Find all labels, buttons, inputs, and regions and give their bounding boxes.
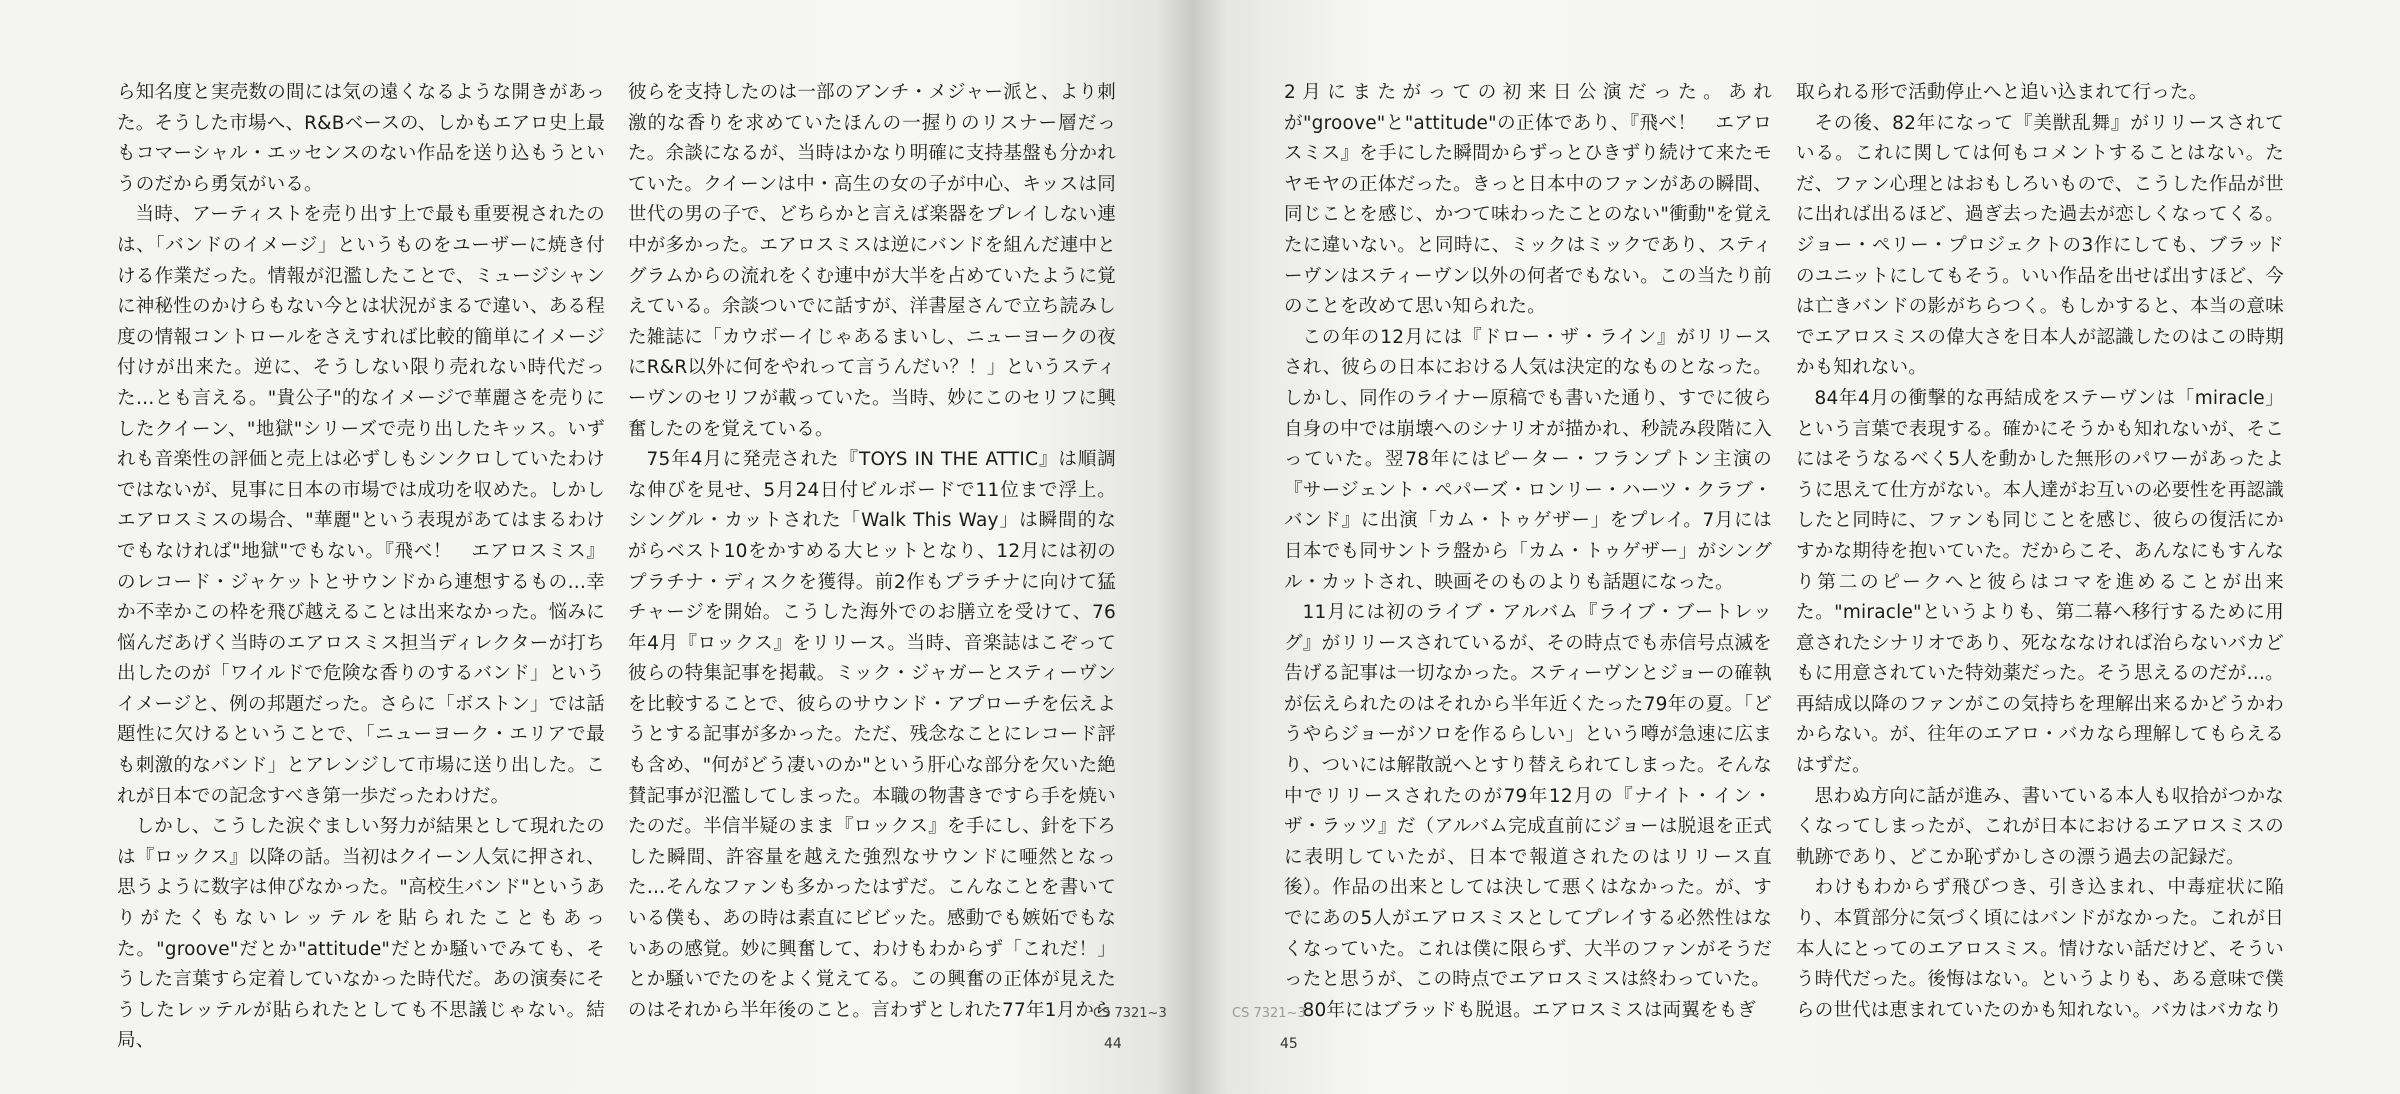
paragraph: 思わぬ方向に話が進み、書いている本人も収拾がつかなくなってしまったが、これが日本におけるエアロスミスの軌跡であり、どこか恥ずかしさの漂う過去の記録だ。 <box>1796 785 2284 868</box>
paragraph: 2月にまたがっての初来日公演だった。あれが"groove"と"attitude"の正体であり、『飛べ！ エアロスミス』を手にした瞬間からずっとひきずり続けて来たモヤモヤの正体だった。きっと日本中のファンがあの瞬間、同じことを感じ、かつて味わったことのない"衝動"を覚えたに違いない。と同時に、ミックはミックであり、スティーヴンはスティーヴン以外の何者でもない。この当たり前のことを改めて思い知られた。 <box>1284 82 1772 318</box>
paragraph: わけもわからず飛びつき、引き込まれ、中毒症状に陥り、本質部分に気づく頃にはバンドがなかった。これが日本人にとってのエアロスミス。情けない話だけど、そういう時代だった。後悔はない。というよりも、ある意味で僕らの世代は恵まれていたのかも知れない。バカはバカなり <box>1796 877 2284 1021</box>
catalog-number: CS 7321~3 <box>1232 1006 1306 1021</box>
paragraph: この年の12月には『ドロー・ザ・ライン』がリリースされ、彼らの日本における人気は決定的なものとなった。しかし、同作のライナー原稿でも書いた通り、すでに彼ら自身の中では崩壊へのシナリオが描かれ、秒読み段階に入っていた。翌78年にはピーター・フランプトン主演の『サージェント・ペパーズ・ロンリー・ハーツ・クラブ・バンド』に出演「カム・トゥゲザー」をプレイ。7月には日本でも同サントラ盤から「カム・トゥゲザー」がシングル・カットされ、映画そのものよりも話題になった。 <box>1284 326 1772 593</box>
left-column-1 <box>117 78 605 1057</box>
right-column-2 <box>1796 78 2284 1026</box>
paragraph: ら知名度と実売数の間には気の遠くなるような開きがあった。そうした市場へ、R&Bベースの、しかもエアロ史上最もコマーシャル・エッセンスのない作品を送り込もうというのだから勇気がいる。 <box>117 82 605 195</box>
paragraph: 80年にはブラッドも脱退。エアロスミスは両翼をもぎ <box>1302 999 1757 1021</box>
right-page <box>1192 0 2400 1094</box>
left-column-2 <box>628 78 1116 1026</box>
page-number: 44 <box>1104 1036 1122 1052</box>
paragraph: 彼らを支持したのは一部のアンチ・メジャー派と、より刺激的な香りを求めていたほんの一握りのリスナー層だった。余談になるが、当時はかなり明確に支持基盤も分かれていた。クイーンは中・高生の女の子が中心、キッスは同世代の男の子で、どちらかと言えば楽器をプレイしない連中が多かった。エアロスミスは逆にバンドを組んだ連中とグラムからの流れをくむ連中が大半を占めていたように覚えている。余談ついでに話すが、洋書屋さんで立ち読みした雑誌に「カウボーイじゃあるまいし、ニューヨークの夜にR&R以外に何をやれって言うんだい？！」というスティーヴンのセリフが載っていた。当時、妙にこのセリフに興奮したのを覚えている。 <box>628 82 1116 440</box>
paragraph: 11月には初のライブ・アルバム『ライブ・ブートレッグ』がリリースされているが、その時点でも赤信号点滅を告げる記事は一切なかった。スティーヴンとジョーの確執が伝えられたのはそれから半年近くたった79年の夏。「どうやらジョーがソロを作るらしい」という噂が急速に広まり、ついには解散説へとすり替えられてしまった。そんな中でリリースされたのが79年12月の『ナイト・イン・ザ・ラッツ』だ（アルバム完成直前にジョーは脱退を正式に表明していたが、日本で報道されたのはリリース直後）。作品の出来としては決して悪くはなかった。が、すでにあの5人がエアロスミスとしてプレイする必然性はなくなっていた。これは僕に限らず、大半のファンがそうだったと思うが、この時点でエアロスミスは終わっていた。 <box>1284 602 1772 991</box>
right-column-1 <box>1284 78 1772 1026</box>
paragraph: 84年4月の衝撃的な再結成をステーヴンは「miracle」という言葉で表現する。確かにそうかも知れないが、そこにはそうなるべく5人を動かした無形のパワーがあったように思えて仕方がない。本人達がお互いの必要性を再認識したと同時に、ファンも同じことを感じ、彼らの復活にかすかな期待を抱いていた。だからこそ、あんなにもすんなり第二のピークへと彼らはコマを進めることが出来た。"miracle"というよりも、第二幕へ移行するために用意されたシナリオであり、死なななければ治らないバカどもに用意されていた特効薬だった。そう思えるのだが…。再結成以降のファンがこの気持ちを理解出来るかどうかわからない。が、往年のエアロ・バカなら理解してもらえるはずだ。 <box>1796 387 2284 777</box>
paragraph: 取られる形で活動停止へと追い込まれて行った。 <box>1796 82 2208 103</box>
paragraph: 75年4月に発売された『TOYS IN THE ATTIC』は順調な伸びを見せ、5月24日付ビルボードで11位まで浮上。シングル・カットされた「Walk This Way」は瞬間的ながらベスト10をかすめる大ヒットとなり、12月には初のプラチナ・ディスクを獲得。前2作もプラチナに向けて猛チャージを開始。こうした海外でのお膳立を受けて、76年4月『ロックス』をリリース。当時、音楽誌はこぞって彼らの特集記事を掲載。ミック・ジャガーとスティーヴンを比較することで、彼らのサウンド・アプローチを伝えようとする記事が多かった。ただ、残念なことにレコード評も含め、"何がどう凄いのか"という肝心な部分を欠いた絶賛記事が氾濫してしまった。本職の物書きですら手を焼いたのだ。半信半疑のまま『ロックス』を手にし、針を下ろした瞬間、許容量を越えた強烈なサウンドに唖然となった…そんなファンも多かったはずだ。こんなことを書いている僕も、あの時は素直にビビッた。感動でも嫉妬でもないあの感覚。妙に興奮して、わけもわからず「これだ！」とか騒いでたのをよく覚えてる。この興奮の正体が見えたのはそれから半年後のこと。言わずとしれた77年1月から <box>628 449 1116 1021</box>
paragraph: 当時、アーティストを売り出す上で最も重要視されたのは、「バンドのイメージ」というものをユーザーに焼き付ける作業だった。情報が氾濫したことで、ミュージシャンに神秘性のかけらもない今とは状況がまるで違い、ある程度の情報コントロールをさえすれば比較的簡単にイメージ付けが出来た。逆に、そうしない限り売れない時代だった…とも言える。"貴公子"的なイメージで華麗さを売りにしたクイーン、"地獄"シリーズで売り出したキッス。いずれも音楽性の評価と売上は必ずしもシンクロしていたわけではないが、見事に日本の市場では成功を収めた。しかしエアロスミスの場合、"華麗"という表現があてはまるわけでもなければ"地獄"でもない。『飛べ！ エアロスミス』のレコード・ジャケットとサウンドから連想するもの…幸か不幸かこの枠を飛び越えることは出来なかった。悩みに悩んだあげく当時のエアロスミス担当ディレクターが打ち出したのが「ワイルドで危険な香りのするバンド」というイメージと、例の邦題だった。さらに「ボストン」では話題性に欠けるということで、「ニューヨーク・エリアで最も刺激的なバンド」とアレンジして市場に送り出した。これが日本での記念すべき第一歩だったわけだ。 <box>117 204 605 807</box>
page-number: 45 <box>1280 1036 1298 1052</box>
paragraph: その後、82年になって『美獣乱舞』がリリースされている。これに関しては何もコメントすることはない。ただ、ファン心理とはおもしろいもので、こうした作品が世に出れば出るほど、過ぎ去った過去が恋しくなってくる。ジョー・ペリー・プロジェクトの3作にしても、ブラッドのユニットにしてもそう。いい作品を出せば出すほど、今は亡きバンドの影がちらつく。もしかすると、本当の意味でエアロスミスの偉大さを日本人が認識したのはこの時期かも知れない。 <box>1796 112 2284 379</box>
paragraph: しかし、こうした涙ぐましい努力が結果として現れたのは『ロックス』以降の話。当初はクイーン人気に押され、思うように数字は伸びなかった。"高校生バンド"というありがたくもないレッテルを貼られたこともあった。"groove"だとか"attitude"だとか騒いでみても、そうした言葉すら定着していなかった時代だ。あの演奏にそうしたレッテルが貼られたとしても不思議じゃない。結局、 <box>117 816 605 1052</box>
left-page <box>0 0 1192 1094</box>
catalog-number: CS 7321~3 <box>1093 1006 1167 1021</box>
